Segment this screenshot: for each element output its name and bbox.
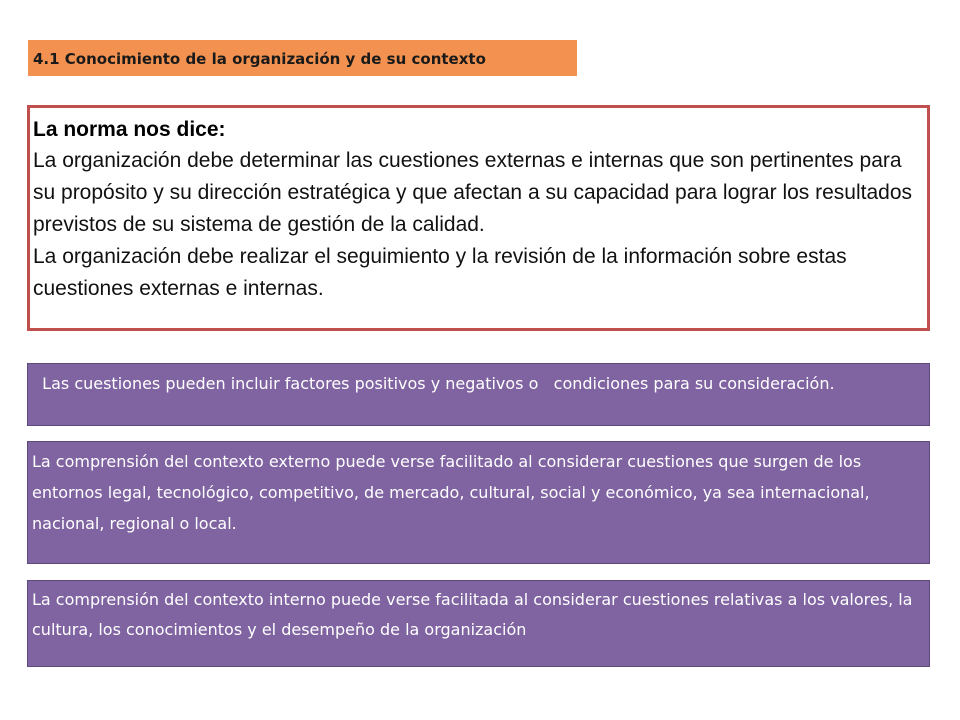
norm-paragraph-2: La organización debe realizar el seguimiento y la revisión de la información sobre estas cuestiones externas e internas. <box>33 245 847 300</box>
norm-statement-box <box>27 105 930 331</box>
internal-context-text: La comprensión del contexto interno puede verse facilitada al considerar cuestiones relativas a los valores, la cultura, los conocimientos y el desempeño de la organización <box>32 590 913 639</box>
norm-paragraph-1: La organización debe determinar las cuestiones externas e internas que son pertinentes para su propósito y su dirección estratégica y que afectan a su capacidad para lograr los resultados previstos de su sistema de gestión de la calidad. <box>33 149 913 236</box>
section-title: 4.1 Conocimiento de la organización y de su contexto <box>33 50 486 68</box>
issues-factors-box <box>27 363 930 426</box>
norm-heading: La norma nos dice: <box>33 118 226 141</box>
external-context-text: La comprensión del contexto externo puede verse facilitado al considerar cuestiones que surgen de los entornos legal, tecnológico, competitivo, de mercado, cultural, social y económico, ya sea internacional, nacional, regional o local. <box>32 452 870 533</box>
internal-context-box <box>27 580 930 667</box>
issues-factors-text: Las cuestiones pueden incluir factores positivos y negativos o condiciones para su consideración. <box>32 374 835 393</box>
section-title-banner <box>28 40 577 76</box>
external-context-box <box>27 441 930 564</box>
